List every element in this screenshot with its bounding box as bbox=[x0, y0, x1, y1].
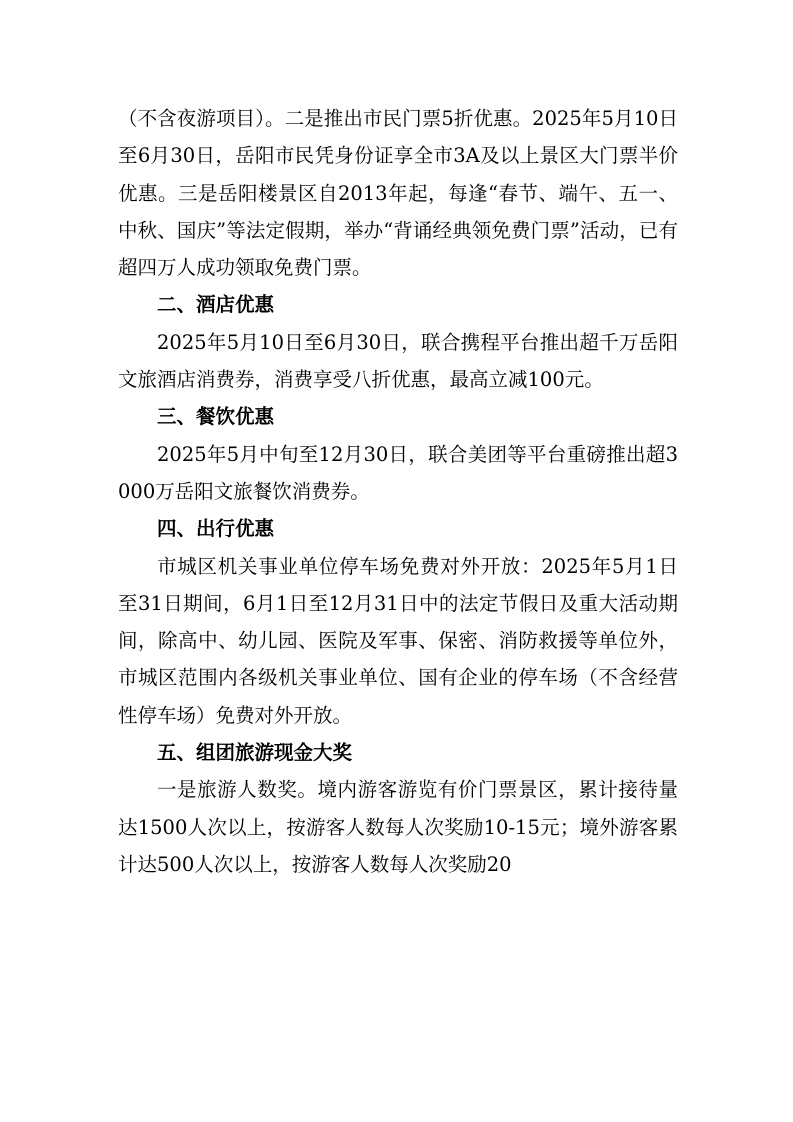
paragraph-dining-discounts: 2025年5月中旬至12月30日，联合美团等平台重磅推出超3000万岳阳文旅餐饮消费券。 bbox=[118, 442, 678, 503]
heading-hotel-discounts: 二、酒店优惠 bbox=[157, 293, 275, 317]
heading-travel-discounts: 四、出行优惠 bbox=[157, 517, 275, 541]
paragraph-ticket-discounts: （不含夜游项目）。二是推出市民门票5折优惠。2025年5月10日至6月30日，岳阳市民凭身份证享全市3A及以上景区大门票半价优惠。三是岳阳楼景区自2013年起，每逢“春节、端午、五一、中秋、国庆”等法定假期，举办“背诵经典领免费门票”活动，已有超四万人成功领取免费门票。 bbox=[118, 107, 678, 280]
heading-group-tour-rewards: 五、组团旅游现金大奖 bbox=[157, 741, 353, 765]
document-body bbox=[118, 100, 678, 883]
heading-dining-discounts: 三、餐饮优惠 bbox=[157, 405, 275, 429]
paragraph-travel-discounts: 市城区机关事业单位停车场免费对外开放：2025年5月1日至31日期间，6月1日至12月31日中的法定节假日及重大活动期间，除高中、幼儿园、医院及军事、保密、消防救援等单位外，市城区范围内各级机关事业单位、国有企业的停车场（不含经营性停车场）免费对外开放。 bbox=[118, 554, 678, 727]
paragraph-group-tour-rewards: 一是旅游人数奖。境内游客游览有价门票景区，累计接待量达1500人次以上，按游客人数每人次奖励10-15元；境外游客累计达500人次以上，按游客人数每人次奖励20 bbox=[118, 778, 678, 876]
paragraph-hotel-discounts: 2025年5月10日至6月30日，联合携程平台推出超千万岳阳文旅酒店消费券，消费享受八折优惠，最高立减100元。 bbox=[118, 330, 678, 392]
